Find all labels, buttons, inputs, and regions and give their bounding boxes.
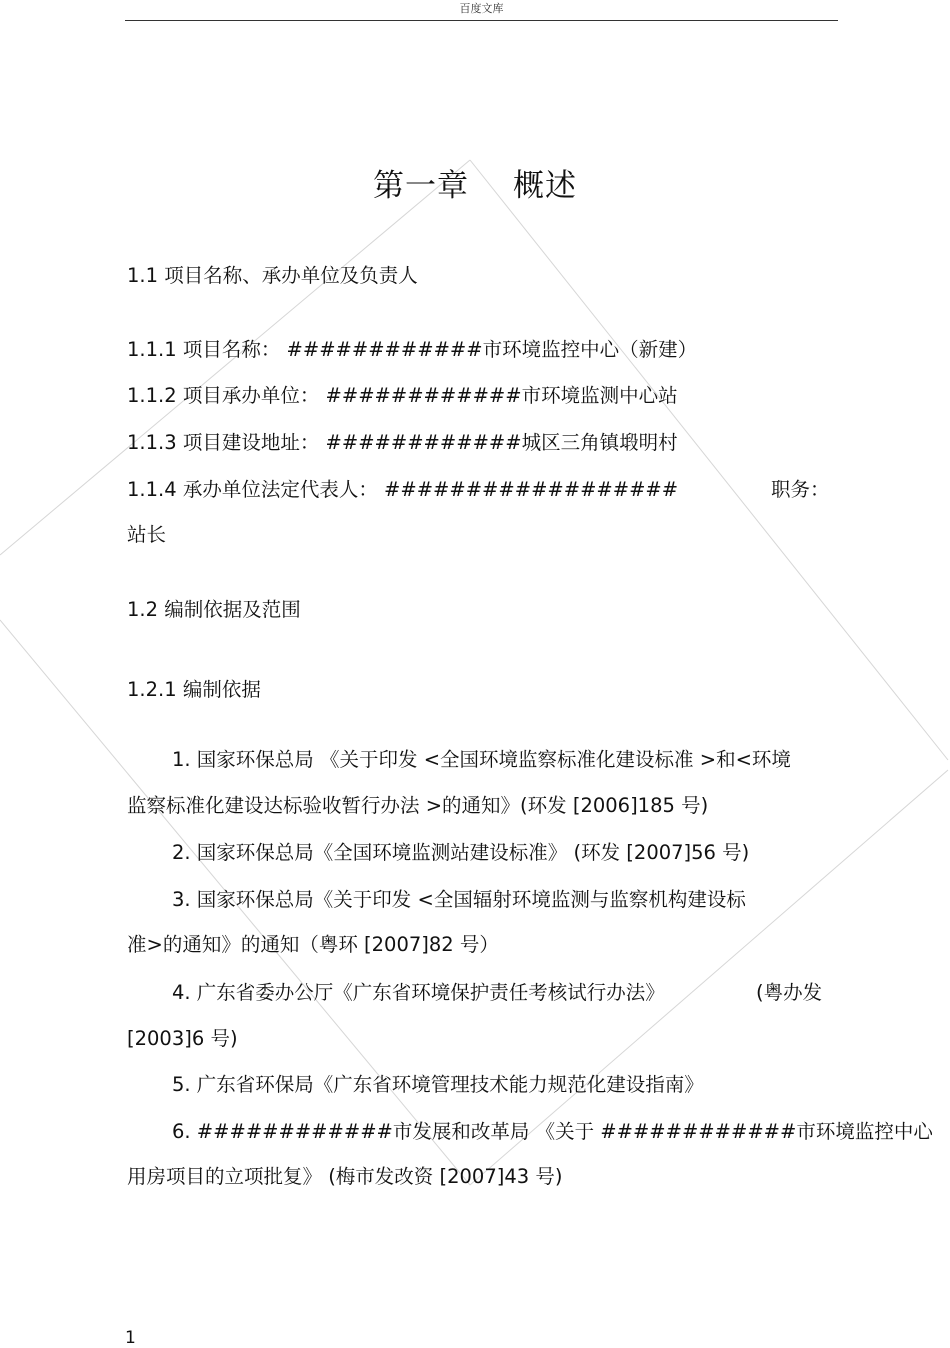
project-undertaker-line: 1.1.2 项目承办单位： ############市环境监测中心站	[127, 384, 678, 407]
position-value: 站长	[127, 523, 167, 546]
reference-4-line-2: [2003]6 号)	[127, 1027, 238, 1050]
reference-3-line-2: 准>的通知》的通知（粤环 [2007]82 号）	[127, 933, 499, 956]
reference-6-line-2: 用房项目的立项批复》 (梅市发改资 [2007]43 号)	[127, 1165, 563, 1188]
page-header	[125, 0, 838, 21]
reference-6-line-1: 6. ############市发展和改革局 《关于 ############市环境监控中心	[172, 1120, 933, 1143]
section-1-2-heading: 1.2 编制依据及范围	[127, 598, 301, 621]
chapter-title	[0, 160, 950, 205]
chapter-name: 概述	[513, 168, 577, 204]
reference-4-code-start: (粤办发	[756, 981, 823, 1004]
page-number: 1	[125, 1328, 136, 1348]
section-1-2-1-heading: 1.2.1 编制依据	[127, 678, 261, 701]
chapter-number: 第一章	[373, 168, 469, 204]
reference-4-line-1: 4. 广东省委办公厅《广东省环境保护责任考核试行办法》	[172, 981, 665, 1004]
reference-1-line-2: 监察标准化建设达标验收暂行办法 >的通知》(环发 [2006]185 号)	[127, 794, 709, 817]
reference-3-line-1: 3. 国家环保总局《关于印发 <全国辐射环境监测与监察机构建设标	[172, 888, 746, 911]
reference-2: 2. 国家环保总局《全国环境监测站建设标准》 (环发 [2007]56 号)	[172, 841, 750, 864]
reference-5: 5. 广东省环保局《广东省环境管理技术能力规范化建设指南》	[172, 1073, 704, 1096]
project-address-line: 1.1.3 项目建设地址： ############城区三角镇塅明村	[127, 431, 678, 454]
header-site-name: 百度文库	[459, 2, 504, 15]
legal-representative-line: 1.1.4 承办单位法定代表人： ##################	[127, 478, 679, 501]
position-label: 职务：	[771, 478, 830, 501]
project-name-line: 1.1.1 项目名称： ############市环境监控中心（新建）	[127, 338, 698, 361]
reference-1-line-1: 1. 国家环保总局 《关于印发 <全国环境监察标准化建设标准 >和<环境	[172, 748, 791, 771]
section-1-1-heading: 1.1 项目名称、承办单位及负责人	[127, 264, 418, 287]
